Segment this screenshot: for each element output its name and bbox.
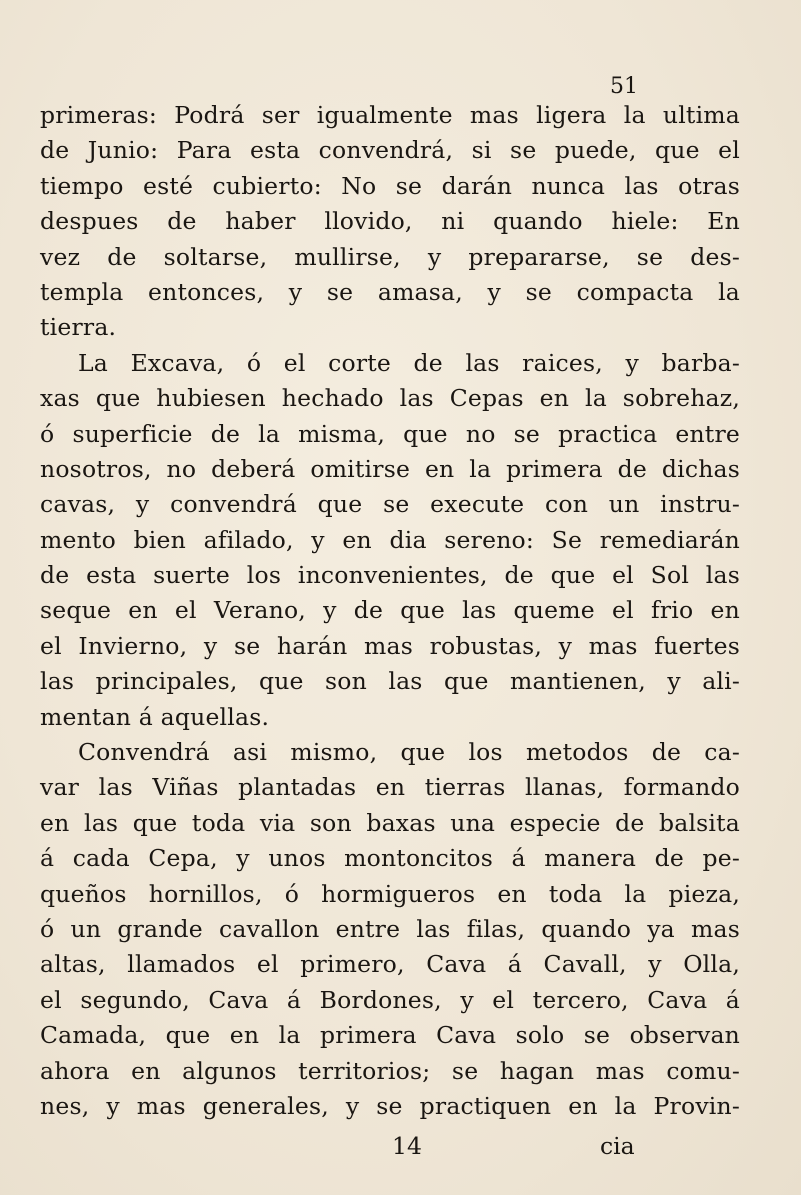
text-line: templa entonces, y se amasa, y se compacta la: [40, 277, 740, 306]
text-line: el segundo, Cava á Bordones, y el tercero, Cava á: [40, 985, 740, 1014]
text-line: vez de soltarse, mullirse, y prepararse, se des-: [40, 242, 740, 271]
text-line: ahora en algunos territorios; se hagan mas comu-: [40, 1056, 740, 1085]
text-line: de Junio: Para esta convendrá, si se puede, que el: [40, 136, 740, 165]
text-line: queños hornillos, ó hormigueros en toda la pieza,: [40, 879, 740, 908]
text-line: tierra.: [40, 313, 117, 342]
text-line: ó un grande cavallon entre las filas, quando ya mas: [40, 914, 740, 943]
page-number: 51: [610, 74, 638, 99]
text-line: Camada, que en la primera Cava solo se observan: [40, 1021, 740, 1050]
text-line: Convendrá asi mismo, que los metodos de ca-: [78, 738, 740, 767]
text-line: altas, llamados el primero, Cava á Cavall, y Olla,: [40, 950, 740, 979]
signature-mark: 14: [392, 1132, 422, 1160]
text-line: ó superficie de la misma, que no se practica entre: [40, 419, 740, 448]
text-line: primeras: Podrá ser igualmente mas ligera la ultima: [40, 101, 740, 129]
text-line: seque en el Verano, y de que las queme el frio en: [40, 596, 740, 625]
text-line: mentan á aquellas.: [40, 702, 270, 731]
body-text: [40, 98, 740, 1124]
text-line: var las Viñas plantadas en tierras llanas, formando: [40, 773, 740, 802]
text-line: La Excava, ó el corte de las raices, y barba-: [78, 348, 740, 377]
catchword: cia: [600, 1132, 635, 1160]
text-line: nosotros, no deberá omitirse en la primera de dichas: [40, 454, 740, 483]
text-line: cavas, y convendrá que se execute con un instru-: [40, 490, 740, 519]
text-line: las principales, que son las que mantienen, y ali-: [40, 667, 740, 696]
text-line: el Invierno, y se harán mas robustas, y mas fuertes: [40, 631, 740, 660]
text-line: mento bien afilado, y en dia sereno: Se remediarán: [40, 525, 740, 554]
text-line: tiempo esté cubierto: No se darán nunca las otras: [40, 171, 740, 200]
page-footer: [40, 1128, 740, 1164]
text-line: despues de haber llovido, ni quando hiele: En: [40, 207, 740, 236]
text-line: xas que hubiesen hechado las Cepas en la sobrehaz,: [40, 384, 740, 413]
text-line: nes, y mas generales, y se practiquen en la Provin-: [40, 1091, 740, 1120]
text-line: á cada Cepa, y unos montoncitos á manera de pe-: [40, 844, 740, 873]
text-line: en las que toda via son baxas una especie de balsita: [40, 808, 740, 837]
text-line: de esta suerte los inconvenientes, de que el Sol las: [40, 561, 740, 590]
